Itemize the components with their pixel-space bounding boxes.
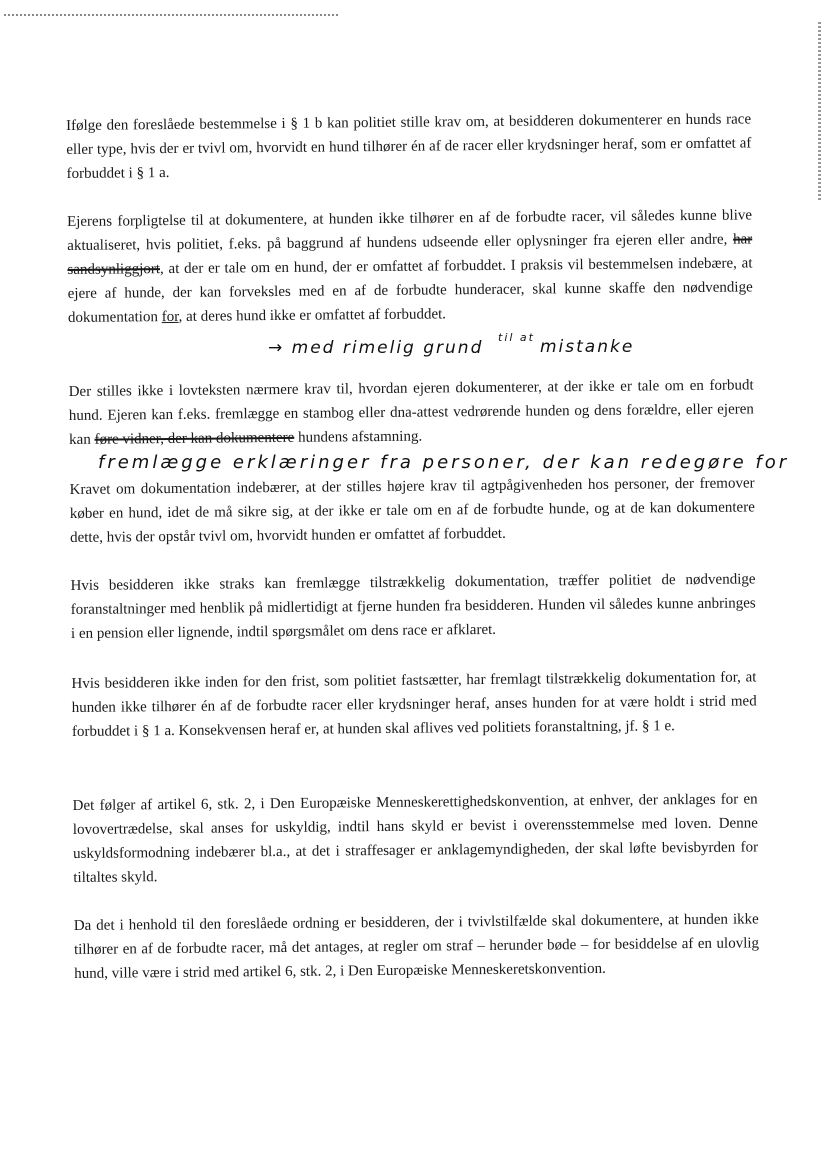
handwritten-note-fremlaegge: fremlægge erklæringer fra personer, der kan redegøre for xyxy=(98,452,790,473)
paragraph-7: Det følger af artikel 6, stk. 2, i Den Europæiske Menneskerettighedskonvention, at enhver, der anklages for en lovovertrædelse, skal anses for uskyldig, indtil hans skyld er bevist i overensstemmelse med loven. Denne uskyldsformodning indebærer bl.a., at det i straffesager er anklagemyndigheden, der skal løfte bevisbyrden for tiltaltes skyld. xyxy=(72,791,759,886)
paragraph-8: Da det i henhold til den foreslåede ordning er besidderen, der i tvivlstilfælde skal dokumentere, at hunden ikke tilhører en af de forbudte racer, må det antages, at regler om straf – herunder bøde – for besiddelse af en ulovlig hund, ville være i strid med artikel 6, stk. 2, i Den Europæiske Menneskeretskonvention. xyxy=(73,911,760,982)
scan-edge-top xyxy=(4,14,340,16)
handwritten-note-grund: → med rimelig grund xyxy=(268,338,484,358)
paragraph-3: Der stilles ikke i lovteksten nærmere krav til, hvordan ejeren dokumenterer, at der ikke er tale om en forbudt hund. Ejeren kan f.eks. fremlægge en stambog eller dna-attest vedrørende hunden og dens forældre, eller ejeren kan føre vidner, der kan dokumentere hundens afstamning. xyxy=(68,377,754,448)
handwritten-note-mistanke: mistanke xyxy=(540,337,635,357)
paragraph-2: Ejerens forpligtelse til at dokumentere, at hunden ikke tilhører en af de forbudte racer, vil således kunne blive aktualiseret, hvis politiet, f.eks. på baggrund af hundens udseende eller oplysninger fra ejeren eller andre, har sandsynliggjort, at der er tale om en hund, der er omfattet af forbuddet. I praksis vil bestemmelsen indebære, at ejere af hunde, der kan forveksles med en af de forbudte hunderacer, skal kunne skaffe den nødvendige dokumentation for, at deres hund ikke er omfattet af forbuddet. xyxy=(66,207,753,326)
struck-text: føre vidner, der kan dokumentere xyxy=(94,429,295,448)
handwritten-note-til-at: til at xyxy=(498,331,535,344)
paragraph-6: Hvis besidderen ikke inden for den frist, som politiet fastsætter, har fremlagt tilstrækkelig dokumentation for, at hunden ikke tilhører én af de forbudte racer eller krydsninger heraf, anses hunden for at være holdt i strid med forbuddet i § 1 a. Konsekvensen heraf er, at hunden skal aflives ved politiets foranstaltning, jf. § 1 e. xyxy=(71,669,757,740)
struck-text: har sandsynliggjort xyxy=(67,231,753,278)
paragraph-5: Hvis besidderen ikke straks kan fremlægge tilstrækkelig dokumentation, træffer politiet de nødvendige foranstaltninger med henblik på midlertidigt at fjerne hunden fra besidderen. Hunden vil således kunne anbringes i en pension eller lignende, indtil spørgsmålet om dens race er afklaret. xyxy=(70,571,756,642)
paragraph-1: Ifølge den foreslåede bestemmelse i § 1 b kan politiet stille krav om, at besidderen dokumenterer en hunds race eller type, hvis der er tvivl om, hvorvidt en hund tilhører én af de racer eller krydsninger heraf, som er omfattet af forbuddet i § 1 a. xyxy=(66,111,752,182)
underlined-text: for xyxy=(161,308,179,326)
paragraph-4: Kravet om dokumentation indebærer, at der stilles højere krav til agtpågivenheden hos personer, der fremover køber en hund, idet de må sikre sig, at der ikke er tale om en af de forbudte hunde, og at de kan dokumentere dette, hvis der opstår tvivl om, hvorvidt hunden er omfattet af forbuddet. xyxy=(69,475,755,546)
scan-edge-right xyxy=(818,22,821,202)
